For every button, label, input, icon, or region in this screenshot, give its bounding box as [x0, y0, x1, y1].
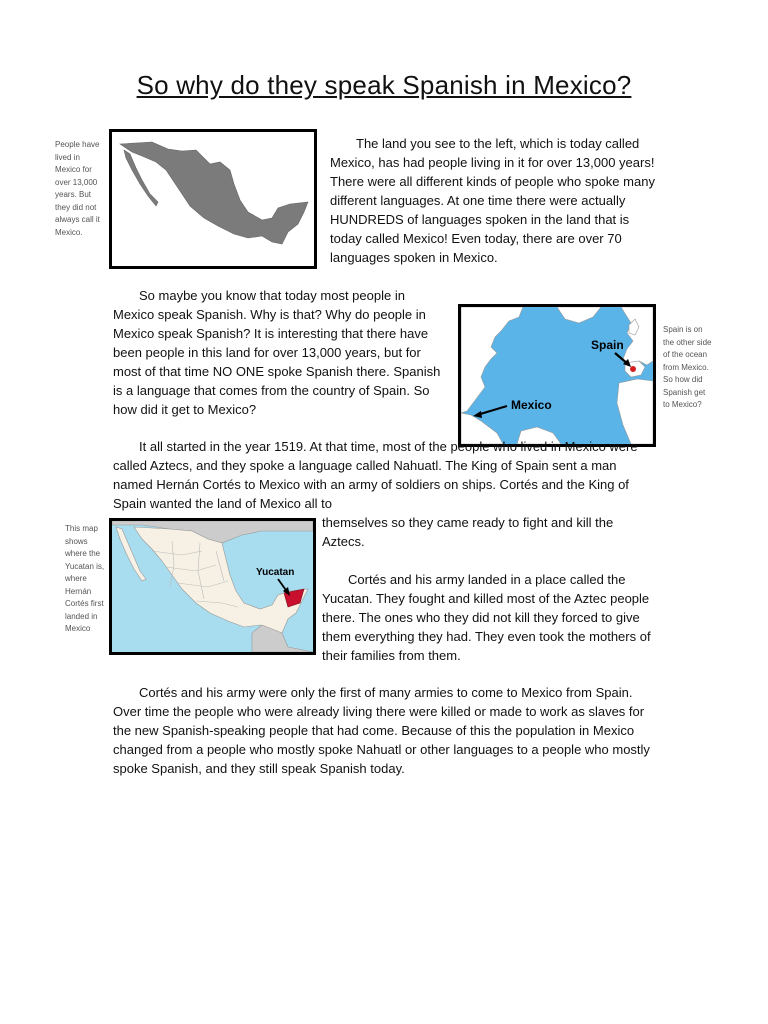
yucatan-map-image	[112, 521, 313, 652]
paragraph-1519	[113, 437, 658, 513]
page-title: So why do they speak Spanish in Mexico?	[136, 70, 632, 100]
paragraph-land-history	[330, 134, 660, 267]
paragraph-yucatan-landing	[322, 570, 652, 665]
caption-people-lived: People have lived in Mexico for over 13,000 years. But they did not always call it Mexico.	[55, 140, 100, 237]
paragraph-text: themselves so they came ready to fight and kill the Aztecs.	[322, 515, 614, 549]
mexico-label: Mexico	[511, 398, 552, 412]
mexico-silhouette-map	[109, 129, 317, 269]
caption-yucatan-map: This map shows where the Yucatan is, where Hernán Cortés first landed in Mexico	[65, 524, 105, 633]
paragraph-armies-conclusion	[113, 683, 653, 778]
paragraph-text: Cortés and his army were only the first of many armies to come to Mexico from Spain. Over time the people who were already living there were killed or made to work as slaves for the new Spanish-speaking people that had come. Because of this the population in Mexico changed from a people who mostly spoke Nahuatl or other languages to a people who mostly spoke Spanish, and they still speak Spanish today.	[113, 685, 650, 776]
atlantic-ocean-map	[458, 304, 656, 447]
paragraph-why-spanish	[113, 286, 448, 419]
paragraph-text: So maybe you know that today most people in Mexico speak Spanish. Why is that? Why do people in Mexico speak Spanish? It is interesting that there have been people in this land for over 13,000 years, but for most of that time NO ONE spoke Spanish there. Spanish is a language that comes from the country of Spain. So how did it get to Mexico?	[113, 288, 441, 417]
paragraph-text: Cortés and his army landed in a place called the Yucatan. They fought and killed most of the Aztec people there. The ones who they did not kill they forced to give them everything they had. They even took the mothers of their families from them.	[322, 572, 651, 663]
spain-label: Spain	[591, 338, 624, 352]
paragraph-text: The land you see to the left, which is today called Mexico, has had people living in it for over 13,000 years! There were all different kinds of people who spoke many different languages. At one time there were actually HUNDREDS of languages spoken in the land that is today called Mexico! Even today, there are over 70 languages spoken in Mexico.	[330, 136, 655, 265]
mexico-silhouette-image	[112, 132, 314, 266]
caption-spain-other-side: Spain is on the other side of the ocean from Mexico. So how did Spanish get to Mexico?	[663, 325, 712, 409]
paragraph-1519-continued	[322, 513, 652, 551]
yucatan-label: Yucatan	[256, 567, 295, 578]
paragraph-text: It all started in the year 1519. At that time, most of the people who lived in Mexico were called Aztecs, and they spoke a language called Nahuatl. The King of Spain sent a man named Hernán Cortés to Mexico with an army of soldiers on ships. Cortés and the King of Spain wanted the land of Mexico all to	[113, 439, 638, 511]
yucatan-map	[109, 518, 316, 655]
atlantic-map-image	[461, 307, 653, 444]
